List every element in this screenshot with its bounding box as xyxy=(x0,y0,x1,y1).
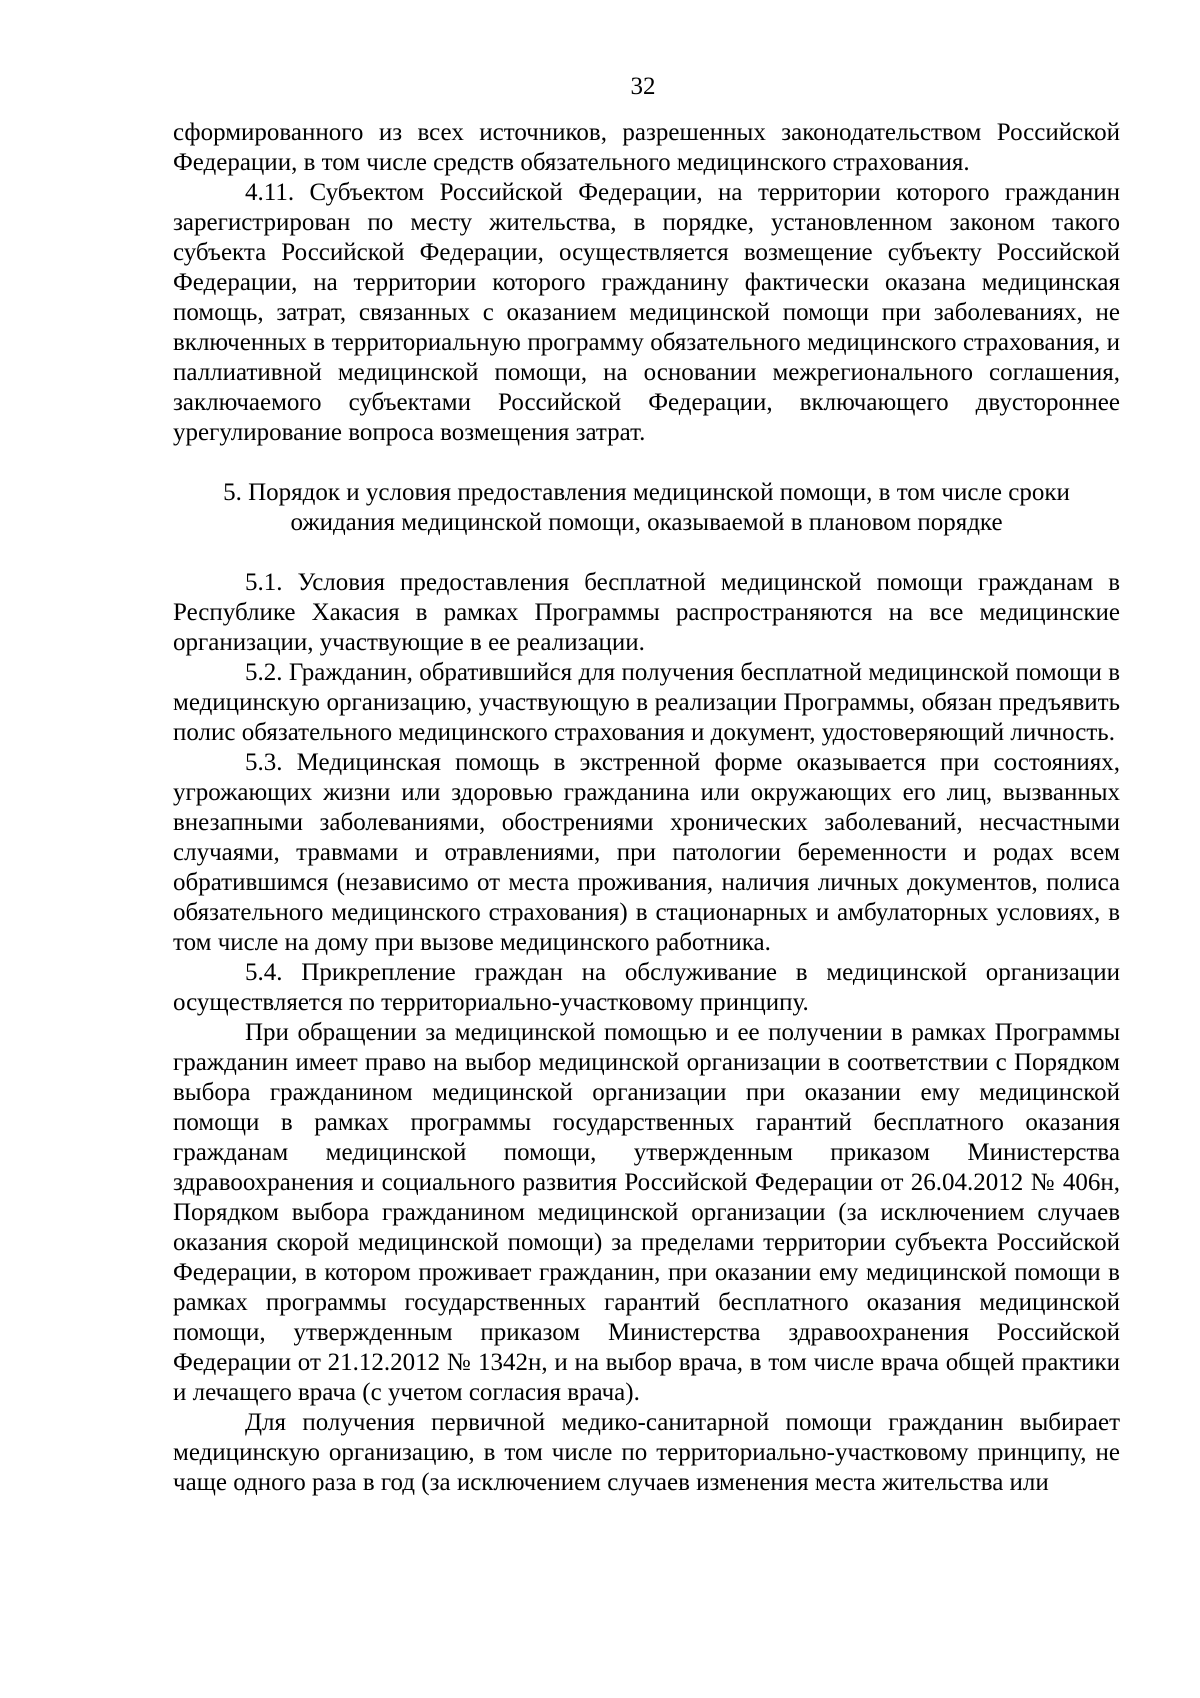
paragraph-4-11: 4.11. Субъектом Российской Федерации, на территории которого гражданин зарегистрирован по месту жительства, в порядке, установленном законом такого субъекта Российской Федерации, осуществляется возмещение субъекту Российской Федерации, на территории которого гражданину фактически оказана медицинская помощь, затрат, связанных с оказанием медицинской помощи при заболеваниях, не включенных в территориальную программу обязательного медицинского страхования, и паллиативной медицинской помощи, на основании межрегионального соглашения, заключаемого субъектами Российской Федерации, включающего двустороннее урегулирование вопроса возмещения затрат. xyxy=(173,179,1120,446)
paragraph-choice-of-organization: При обращении за медицинской помощью и ее получении в рамках Программы гражданин имеет право на выбор медицинской организации в соответствии с Порядком выбора гражданином медицинской организации при оказании ему медицинской помощи в рамках программы государственных гарантий бесплатного оказания гражданам медицинской помощи, утвержденным приказом Министерства здравоохранения и социального развития Российской Федерации от 26.04.2012 № 406н, Порядком выбора гражданином медицинской организации (за исключением случаев оказания скорой медицинской помощи) за пределами территории субъекта Российской Федерации, в котором проживает гражданин, при оказании ему медицинской помощи в рамках программы государственных гарантий бесплатного оказания медицинской помощи, утвержденным приказом Министерства здравоохранения Российской Федерации от 21.12.2012 № 1342н, и на выбор врача, в том числе врача общей практики и лечащего врача (с учетом согласия врача). xyxy=(173,1019,1120,1406)
paragraph-5-2: 5.2. Гражданин, обратившийся для получения бесплатной медицинской помощи в медицинскую организацию, участвующую в реализации Программы, обязан предъявить полис обязательного медицинского страхования и документ, удостоверяющий личность. xyxy=(173,659,1120,746)
paragraph-primary-care: Для получения первичной медико-санитарной помощи гражданин выбирает медицинскую организацию, в том числе по территориально-участковому принципу, не чаще одного раза в год (за исключением случаев изменения места жительства или xyxy=(173,1409,1120,1496)
paragraph-continuation: сформированного из всех источников, разрешенных законодательством Российской Федерации, в том числе средств обязательного медицинского страхования. xyxy=(173,119,1120,176)
document-body xyxy=(173,118,1120,1498)
page-number: 32 xyxy=(630,73,656,100)
paragraph-5-3: 5.3. Медицинская помощь в экстренной форме оказывается при состояниях, угрожающих жизни или здоровью гражданина или окружающих его лиц, вызванных внезапными заболеваниями, обострениями хронических заболеваний, несчастными случаями, травмами и отравлениями, при патологии беременности и родах всем обратившимся (независимо от места проживания, наличия личных документов, полиса обязательного медицинского страхования) в стационарных и амбулаторных условиях, в том числе на дому при вызове медицинского работника. xyxy=(173,749,1120,956)
paragraph-5-4: 5.4. Прикрепление граждан на обслуживание в медицинской организации осуществляется по территориально-участковому принципу. xyxy=(173,959,1120,1016)
paragraph-5-1: 5.1. Условия предоставления бесплатной медицинской помощи гражданам в Республике Хакасия в рамках Программы распространяются на все медицинские организации, участвующие в ее реализации. xyxy=(173,569,1120,656)
section-heading-5: 5. Порядок и условия предоставления медицинской помощи, в том числе сроки ожидания медицинской помощи, оказываемой в плановом порядке xyxy=(223,479,1070,536)
